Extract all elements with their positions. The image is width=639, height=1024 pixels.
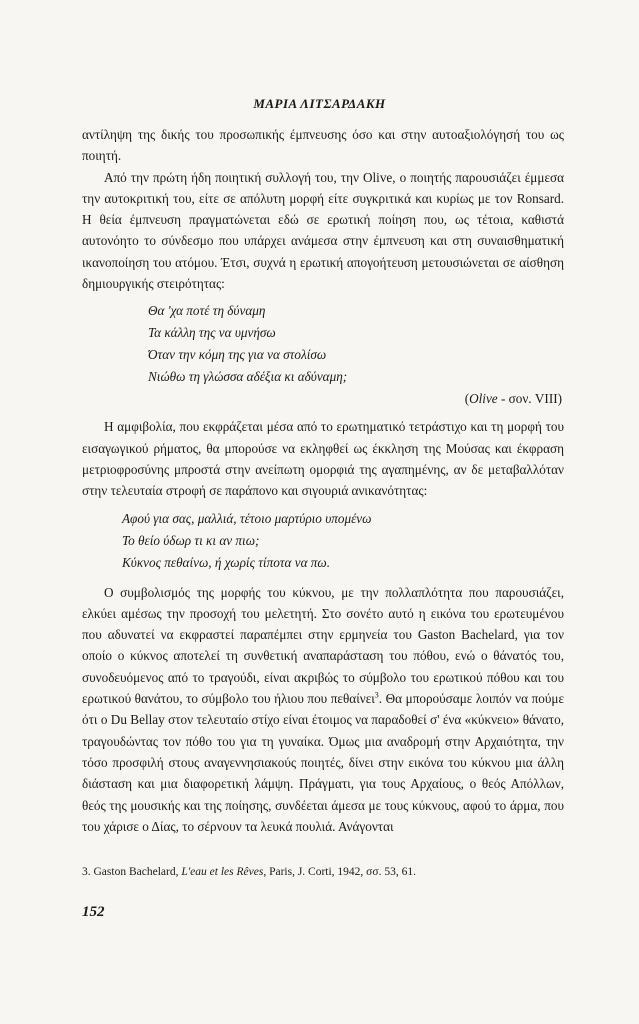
verse-line: Θα 'χα ποτέ τη δύναμη	[148, 303, 266, 319]
verse-line: Όταν την κόμη της για να στολίσω	[148, 347, 327, 363]
paragraph-swan-symbolism	[82, 582, 564, 838]
paragraph-text: Ο συμβολισμός της μορφής του κύκνου, με την πολλαπλότητα που παρουσιάζει, ελκύει αμέσως την προσοχή του μελετητή. Στο σονέτο αυτό η εικόνα του ερωτευμένου που αδυνατεί να εκφραστεί παραπέμπει στην ερμηνεία του Gaston Bachelard, για τον οποίο ο κύκνος αποτελεί τη συνθετική αναπαράσταση του πόθου, ενώ ο θάνατός του, συνοδευόμενος από το τραγούδι, είναι ακριβώς το σύμβολο του ερωτικού πόθου και του ερωτικού θανάτου, το σύμβολο του ήλιου που πεθαίνει	[82, 584, 564, 707]
source-open: (	[464, 391, 470, 407]
verse-quote-swan	[82, 508, 564, 574]
verse-line: Αφού για σας, μαλλιά, τέτοιο μαρτύριο υπομένω	[122, 510, 372, 526]
footnote-number: 3.	[82, 866, 91, 878]
verse-quote-olive	[82, 300, 564, 410]
body-text	[82, 124, 564, 837]
footnote-author: Gaston Bachelard,	[90, 866, 182, 878]
verse-line: Το θείο ύδωρ τι κι αν πιω;	[122, 532, 260, 548]
footnote-reference[interactable]: 3	[374, 690, 379, 700]
footnote-rest: , Paris, J. Corti, 1942, σσ. 53, 61.	[263, 866, 416, 878]
paragraph-text: . Θα μπορούσαμε λοιπόν να πούμε ότι ο Du Bellay στον τελευταίο στίχο είναι έτοιμος να παραδοθεί σ' ένα «κύκνειο» θάνατο, τραγουδώντας τον πόθο του για τη γυναίκα. Όμως μια αναδρομή στην Αρχαιότητα, την τόσο προσφιλή στους αναγεννησιακούς ποιητές, δίνει στην εικόνα του κύκνου μια άλλη διάσταση και μια διαφορετική λάμψη. Πράγματι, για τους Αρχαίους, ο θεός Απόλλων, θεός της μουσικής και της ποίησης, συνδέεται άμεσα με τους κύκνους, αφού το άρμα, που του χάρισε ο Δίας, το σέρνουν τα λευκά πουλιά. Ανάγονται	[82, 691, 564, 834]
verse-line: Κύκνος πεθαίνω, ή χωρίς τίποτα να πω.	[122, 554, 331, 570]
verse-line: Τα κάλλη της να υμνήσω	[148, 325, 276, 341]
paragraph-continued: αντίληψη της δικής του προσωπικής έμπνευσης όσο και στην αυτοαξιολόγησή του ως ποιητή.	[82, 127, 564, 164]
paragraph-ambiguity: Η αμφιβολία, που εκφράζεται μέσα από το ερωτηματικό τετράστιχο και τη μορφή του εισαγωγικού ρήματος, θα μπορούσε να εκληφθεί ως έκκληση της Μούσας και έκφραση μετριοφροσύνης μπροστά στην ανείπωτη ομορφιά της αγαπημένης, αν δε μεταβαλλόταν στην τελευταία στροφή σε παράπονο και σιγουριά ανικανότητας:	[82, 419, 564, 499]
footnote-title: L'eau et les Rêves	[181, 866, 264, 878]
paragraph-olive: Από την πρώτη ήδη ποιητική συλλογή του, την Olive, ο ποιητής παρουσιάζει έμμεσα την αυτοκριτική του, είτε σε απόλυτη μορφή είτε συγκριτικά και κυρίως με τον Ronsard. Η θεία έμπνευση πραγματώνεται εδώ σε ερωτική ποίηση που, ως τέτοια, καθιστά αυτονόητο το σύνδεσμο που υπάρχει ανάμεσα στην έμπνευση και στη συναισθηματική ικανοποίηση του ατόμου. Έτσι, συχνά η ερωτική απογοήτευση μετουσιώνεται σε αίσθηση δημιουργικής στειρότητας:	[82, 169, 564, 292]
verse-line: Νιώθω τη γλώσσα αδέξια κι αδύναμη;	[148, 369, 348, 385]
footnote	[82, 864, 564, 880]
verse-source	[148, 388, 564, 410]
source-rest: - σον. VIII)	[497, 391, 562, 407]
page-number: 152	[82, 904, 105, 920]
source-title: Olive	[469, 391, 498, 407]
running-head: ΜΑΡΙΑ ΛΙΤΣΑΡΔΑΚΗ	[253, 96, 386, 111]
